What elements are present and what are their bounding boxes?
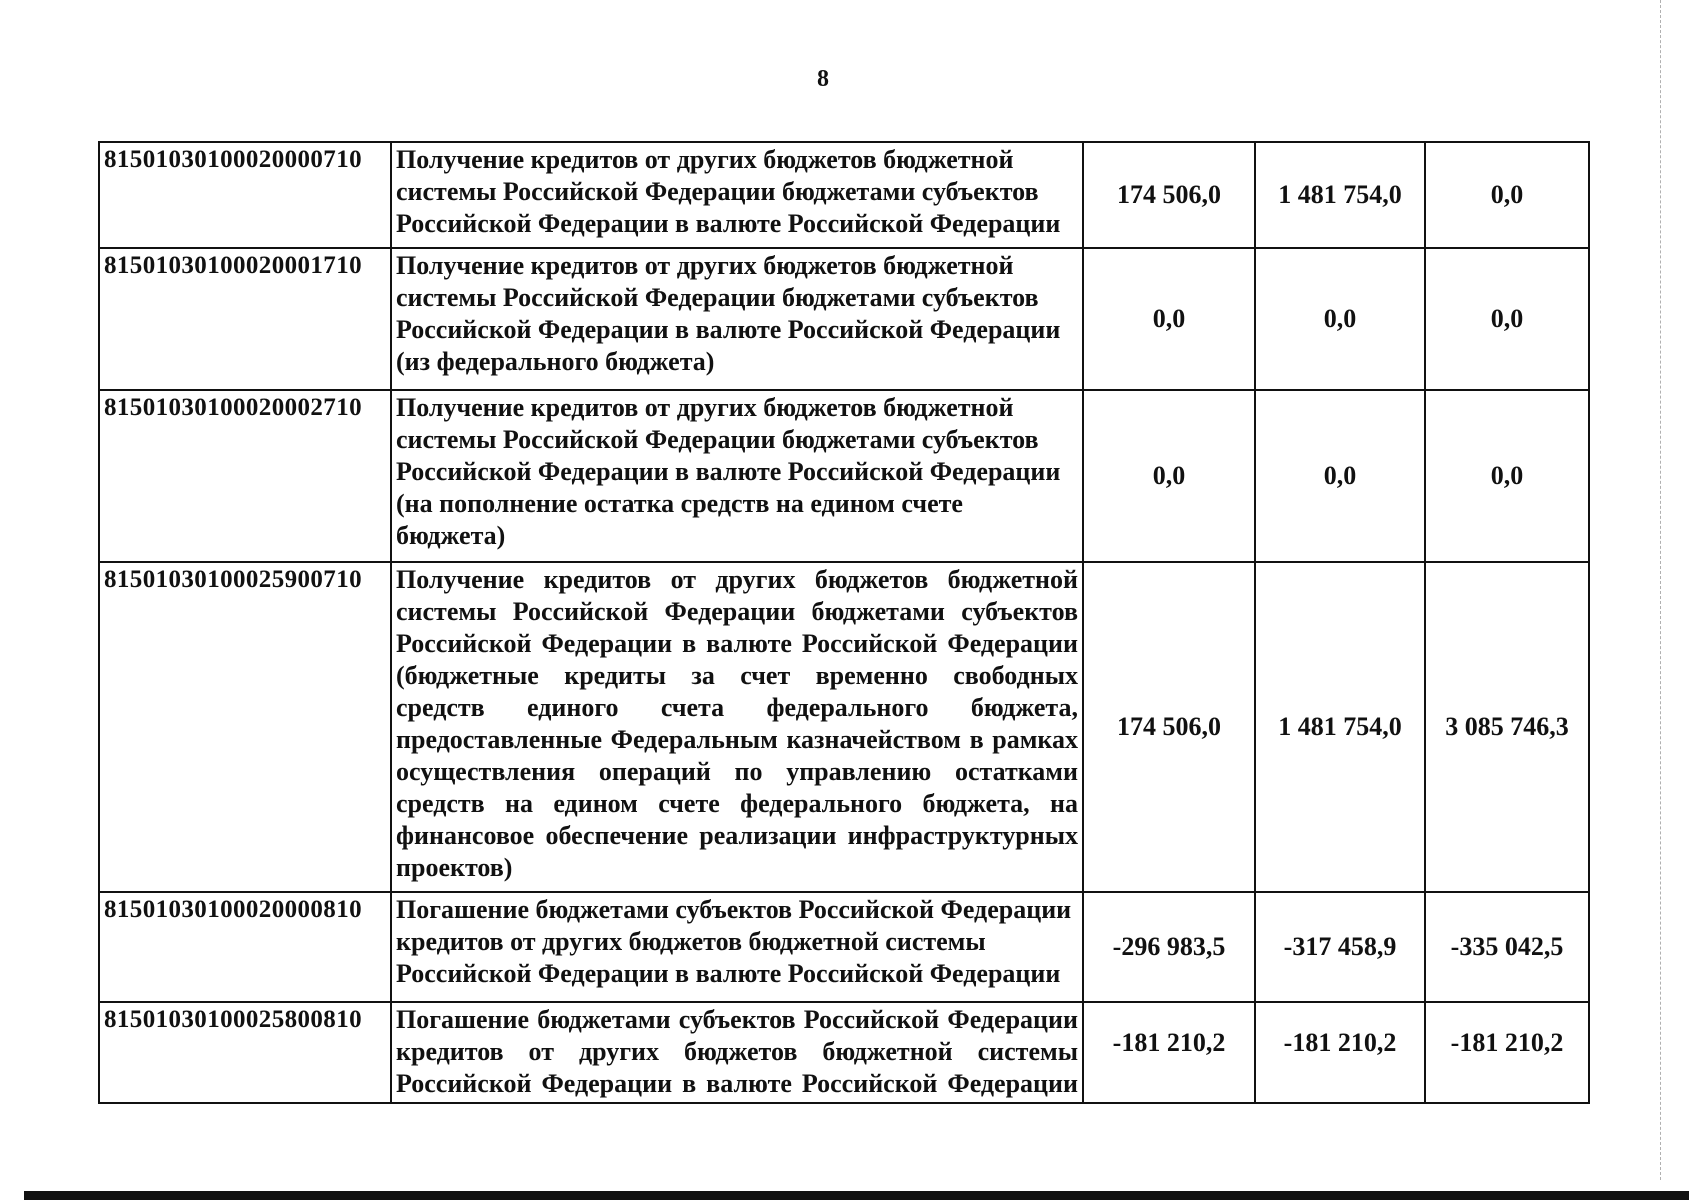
table-row bbox=[99, 390, 1589, 562]
row-value-3: 3 085 746,3 bbox=[1425, 562, 1589, 892]
budget-sources-table bbox=[98, 141, 1590, 1104]
row-code: 81501030100020000810 bbox=[99, 892, 391, 1002]
row-value-1: -181 210,2 bbox=[1083, 1002, 1255, 1103]
row-code: 81501030100020001710 bbox=[99, 248, 391, 390]
page-edge-mark bbox=[1660, 0, 1662, 1180]
bottom-rule bbox=[24, 1191, 1689, 1200]
table-row bbox=[99, 1002, 1589, 1103]
row-code: 81501030100025800810 bbox=[99, 1002, 391, 1103]
row-value-2: 1 481 754,0 bbox=[1255, 562, 1425, 892]
row-description: Погашение бюджетами субъектов Российской Федерации кредитов от других бюджетов бюджетной системы Российской Федерации в валюте Российской Федерации bbox=[391, 892, 1083, 1002]
row-description: Получение кредитов от других бюджетов бюджетной системы Российской Федерации бюджетами субъектов Российской Федерации в валюте Российской Федерации (на пополнение остатка средств на едином счете бюджета) bbox=[391, 390, 1083, 562]
table-row bbox=[99, 248, 1589, 390]
row-value-1: 174 506,0 bbox=[1083, 562, 1255, 892]
table-row bbox=[99, 142, 1589, 248]
row-description: Погашение бюджетами субъектов Российской Федерации кредитов от других бюджетов бюджетной системы Российской Федерации в валюте Российской Федерации bbox=[391, 1002, 1083, 1103]
row-value-2: 0,0 bbox=[1255, 390, 1425, 562]
table-row bbox=[99, 562, 1589, 892]
row-value-3: 0,0 bbox=[1425, 142, 1589, 248]
page-number: 8 bbox=[817, 66, 829, 92]
row-value-2: -181 210,2 bbox=[1255, 1002, 1425, 1103]
row-value-2: 0,0 bbox=[1255, 248, 1425, 390]
row-value-1: 0,0 bbox=[1083, 248, 1255, 390]
row-description: Получение кредитов от других бюджетов бюджетной системы Российской Федерации бюджетами субъектов Российской Федерации в валюте Российской Федерации (бюджетные кредиты за счет временно свободных средств единого счета федерального бюджета, предоставленные Федеральным казначейством в рамках осуществления операций по управлению остатками средств на едином счете федерального бюджета, на финансовое обеспечение реализации инфраструктурных проектов) bbox=[391, 562, 1083, 892]
row-value-3: -181 210,2 bbox=[1425, 1002, 1589, 1103]
row-value-1: -296 983,5 bbox=[1083, 892, 1255, 1002]
row-value-3: 0,0 bbox=[1425, 390, 1589, 562]
row-description: Получение кредитов от других бюджетов бюджетной системы Российской Федерации бюджетами субъектов Российской Федерации в валюте Российской Федерации (из федерального бюджета) bbox=[391, 248, 1083, 390]
row-value-3: 0,0 bbox=[1425, 248, 1589, 390]
row-value-2: 1 481 754,0 bbox=[1255, 142, 1425, 248]
row-code: 81501030100020002710 bbox=[99, 390, 391, 562]
row-value-2: -317 458,9 bbox=[1255, 892, 1425, 1002]
table-row bbox=[99, 892, 1589, 1002]
row-code: 81501030100025900710 bbox=[99, 562, 391, 892]
row-value-3: -335 042,5 bbox=[1425, 892, 1589, 1002]
row-code: 81501030100020000710 bbox=[99, 142, 391, 248]
row-value-1: 0,0 bbox=[1083, 390, 1255, 562]
row-value-1: 174 506,0 bbox=[1083, 142, 1255, 248]
row-description: Получение кредитов от других бюджетов бюджетной системы Российской Федерации бюджетами субъектов Российской Федерации в валюте Российской Федерации bbox=[391, 142, 1083, 248]
